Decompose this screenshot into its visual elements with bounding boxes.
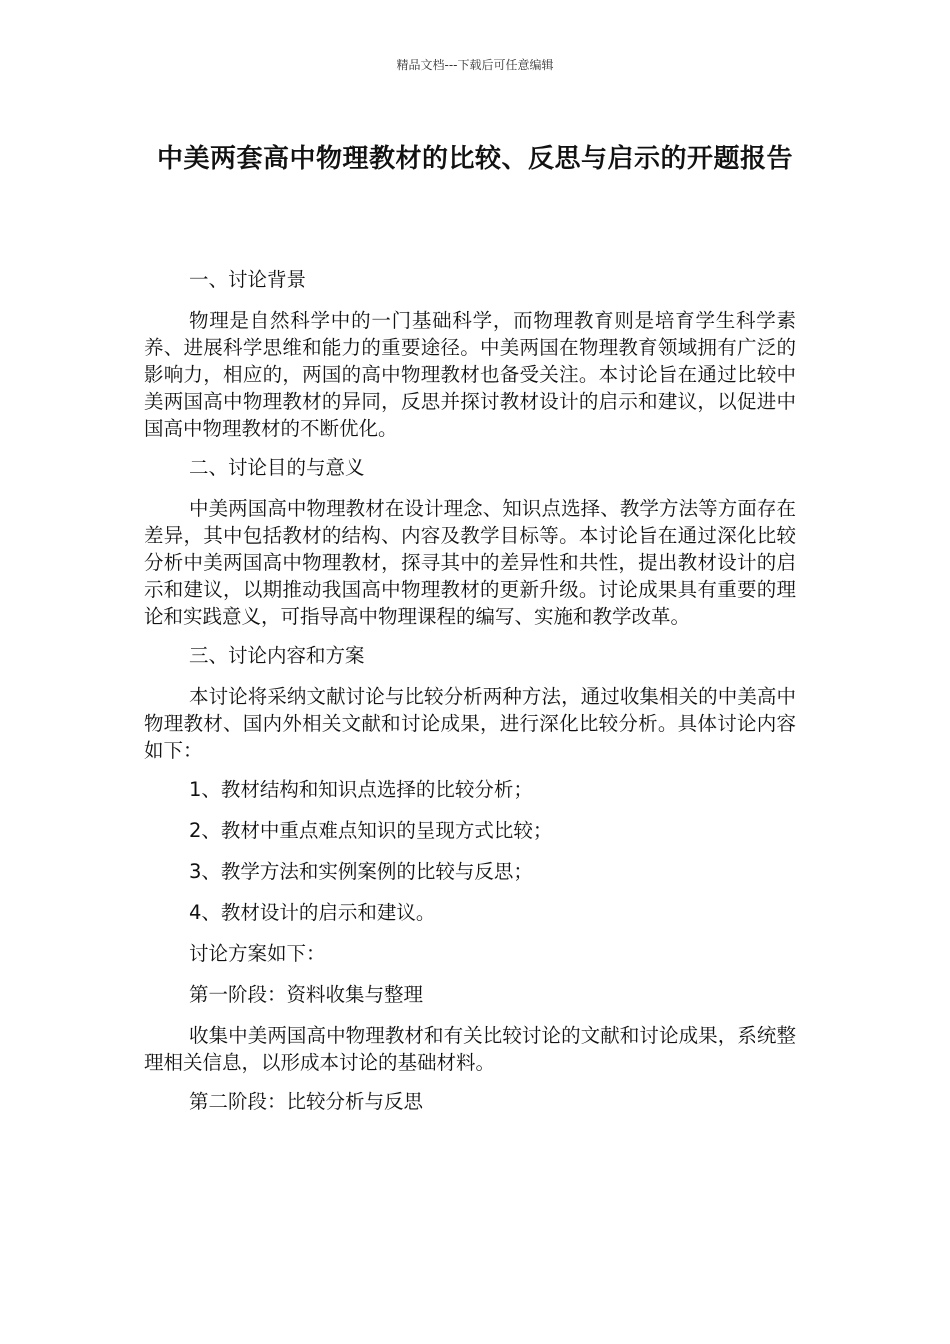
section-heading-content-plan: 三、讨论内容和方案 bbox=[189, 644, 365, 667]
section-paragraph-background: 物理是自然科学中的一门基础科学，而物理教育则是培育学生科学素养、进展科学思维和能力的重要途径。中美两国在物理教育领域拥有广泛的影响力，相应的，两国的高中物理教材也备受关注。本讨论旨在通过比较中美两国高中物理教材的异同，反思并探讨教材设计的启示和建议，以促进中国高中物理教材的不断优化。 bbox=[144, 309, 796, 440]
list-item: 1、教材结构和知识点选择的比较分析； bbox=[189, 778, 533, 801]
stage-heading-2: 第二阶段：比较分析与反思 bbox=[189, 1090, 424, 1113]
list-item: 4、教材设计的启示和建议。 bbox=[189, 901, 436, 924]
section-heading-purpose: 二、讨论目的与意义 bbox=[189, 456, 365, 479]
section-heading-background: 一、讨论背景 bbox=[189, 268, 307, 291]
list-item: 3、教学方法和实例案例的比较与反思； bbox=[189, 860, 533, 883]
section-paragraph-purpose: 中美两国高中物理教材在设计理念、知识点选择、教学方法等方面存在差异，其中包括教材的结构、内容及教学目标等。本讨论旨在通过深化比较分析中美两国高中物理教材，探寻其中的差异性和共性，提出教材设计的启示和建议，以期推动我国高中物理教材的更新升级。讨论成果具有重要的理论和实践意义，可指导高中物理课程的编写、实施和教学改革。 bbox=[144, 497, 796, 628]
document-title: 中美两套高中物理教材的比较、反思与启示的开题报告 bbox=[156, 144, 793, 174]
plan-label: 讨论方案如下： bbox=[189, 942, 326, 965]
stage-paragraph-1: 收集中美两国高中物理教材和有关比较讨论的文献和讨论成果，系统整理相关信息，以形成本讨论的基础材料。 bbox=[144, 1024, 796, 1074]
document-body bbox=[144, 266, 796, 1129]
stage-heading-1: 第一阶段：资料收集与整理 bbox=[189, 983, 424, 1006]
list-item: 2、教材中重点难点知识的呈现方式比较； bbox=[189, 819, 553, 842]
page-header-watermark: 精品文档---下载后可任意编辑 bbox=[396, 58, 554, 72]
section-paragraph-content-intro: 本讨论将采纳文献讨论与比较分析两种方法，通过收集相关的中美高中物理教材、国内外相关文献和讨论成果，进行深化比较分析。具体讨论内容如下： bbox=[144, 685, 796, 762]
